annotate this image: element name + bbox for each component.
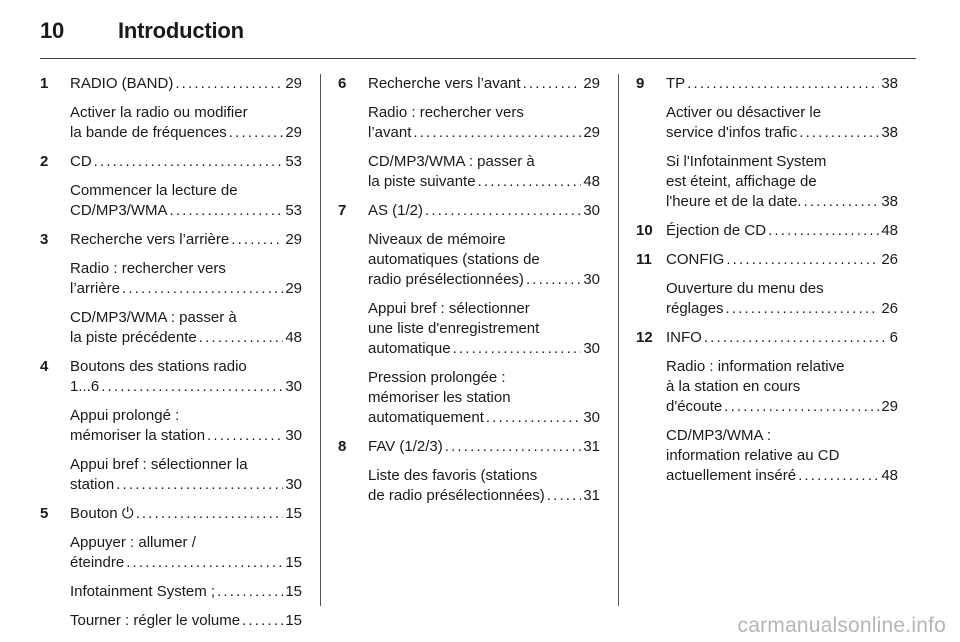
entry-text: de radio présélectionnées)	[368, 487, 545, 504]
page-reference: 38	[881, 193, 898, 210]
dot-leader	[136, 504, 284, 524]
page-reference: 15	[285, 554, 302, 571]
entry-number: 8	[338, 438, 347, 455]
index-entry	[636, 250, 898, 319]
entry-text: CD	[70, 153, 92, 170]
entry-line	[70, 475, 302, 495]
dot-leader	[768, 221, 879, 241]
page-reference: 29	[881, 398, 898, 415]
page-reference: 30	[583, 202, 600, 219]
page-number: 10	[40, 18, 65, 43]
dot-leader	[724, 397, 879, 417]
entry-line	[368, 408, 600, 428]
entry-text: Recherche vers l’avant	[368, 75, 521, 92]
entry-line	[368, 270, 600, 290]
dot-leader	[726, 250, 879, 270]
watermark-text: carmanualsonline.info	[737, 614, 946, 637]
entry-line	[70, 230, 302, 250]
entry-line	[70, 553, 302, 573]
dot-leader	[486, 408, 581, 428]
entry-text: mémoriser la station	[70, 427, 206, 444]
entry-line	[70, 377, 302, 397]
page-reference: 30	[583, 271, 600, 288]
dot-leader	[217, 582, 283, 602]
entry-line	[70, 426, 302, 446]
page-reference: 29	[285, 124, 302, 141]
page-reference: 30	[285, 427, 302, 444]
entry-text: automatique	[368, 340, 451, 357]
page-reference: 48	[285, 329, 302, 346]
page-reference: 29	[285, 280, 302, 297]
entry-text: Activer la radio ou modifier	[70, 104, 248, 121]
index-entry	[40, 230, 302, 348]
page-reference: 30	[583, 340, 600, 357]
entry-text: Appui bref : sélectionner	[368, 300, 530, 317]
dot-leader	[229, 123, 284, 143]
header-divider	[40, 58, 916, 59]
entry-text: Bouton ⏻	[70, 505, 134, 522]
page-reference: 31	[583, 438, 600, 455]
entry-text: Éjection de CD	[666, 222, 767, 239]
entry-text: Activer ou désactiver le	[666, 104, 822, 121]
entry-text: Radio : rechercher vers	[368, 104, 524, 121]
index-entry	[40, 357, 302, 495]
page-reference: 26	[881, 251, 898, 268]
page-reference: 26	[881, 300, 898, 317]
page-reference: 30	[285, 476, 302, 493]
entry-text: CONFIG	[666, 251, 725, 268]
dot-leader	[175, 74, 283, 94]
entry-text: CD/MP3/WMA : passer à	[70, 309, 237, 326]
entry-line	[666, 397, 898, 417]
page-reference: 15	[285, 583, 302, 600]
entry-text: l'heure et de la date.	[666, 193, 802, 210]
entry-line	[368, 172, 600, 192]
index-entry	[338, 437, 600, 506]
entry-text: éteindre	[70, 554, 125, 571]
dot-leader	[526, 270, 581, 290]
page-reference: 15	[285, 612, 302, 629]
dot-leader	[547, 486, 582, 506]
entry-line	[666, 466, 898, 486]
dot-leader	[207, 426, 283, 446]
entry-line	[368, 201, 600, 221]
page-title: Introduction	[118, 18, 244, 43]
entry-text: station	[70, 476, 115, 493]
page-reference: 31	[583, 487, 600, 504]
page-reference: 30	[285, 378, 302, 395]
dot-leader	[116, 475, 283, 495]
entry-text: INFO	[666, 329, 702, 346]
page-reference: 6	[889, 329, 898, 346]
entry-line	[368, 123, 600, 143]
entry-line	[666, 328, 898, 348]
entry-text: la piste suivante	[368, 173, 476, 190]
entry-text: Tourner : régler le volume	[70, 612, 241, 629]
page-reference: 48	[881, 467, 898, 484]
page-reference: 38	[881, 75, 898, 92]
page-reference: 48	[583, 173, 600, 190]
entry-text: CD/MP3/WMA	[70, 202, 168, 219]
page-reference: 38	[881, 124, 898, 141]
index-entry	[40, 152, 302, 221]
entry-line	[70, 328, 302, 348]
entry-number: 1	[40, 75, 49, 92]
entry-text: Appuyer : allumer /	[70, 534, 196, 551]
dot-leader	[122, 279, 283, 299]
entry-text: l’arrière	[70, 280, 121, 297]
dot-leader	[199, 328, 284, 348]
index-entry	[636, 74, 898, 212]
entry-line	[666, 299, 898, 319]
entry-line	[666, 123, 898, 143]
dot-leader	[799, 123, 879, 143]
entry-text: 1...6	[70, 378, 100, 395]
entry-text: la bande de fréquences	[70, 124, 227, 141]
entry-line	[70, 611, 302, 631]
entry-text: RADIO (BAND)	[70, 75, 174, 92]
page-reference: 53	[285, 202, 302, 219]
entry-text: la piste précédente	[70, 329, 197, 346]
dot-leader	[478, 172, 582, 192]
entry-number: 7	[338, 202, 347, 219]
column-3	[636, 74, 898, 486]
column-divider-1	[320, 74, 321, 606]
entry-text: à la station en cours	[666, 378, 801, 395]
entry-line	[666, 74, 898, 94]
entry-line	[70, 74, 302, 94]
dot-leader	[170, 201, 284, 221]
dot-leader	[726, 299, 880, 319]
entry-text: Ouverture du menu des	[666, 280, 824, 297]
entry-text: Boutons des stations radio	[70, 358, 247, 375]
entry-number: 5	[40, 505, 49, 522]
entry-number: 4	[40, 358, 49, 375]
entry-text: Liste des favoris (stations	[368, 467, 538, 484]
index-entry	[636, 221, 898, 241]
index-entry	[40, 74, 302, 143]
page-reference: 29	[285, 231, 302, 248]
index-entry	[338, 201, 600, 428]
entry-text: Appui bref : sélectionner la	[70, 456, 248, 473]
entry-text: automatiques (stations de	[368, 251, 540, 268]
entry-number: 6	[338, 75, 347, 92]
entry-line	[666, 221, 898, 241]
entry-text: Radio : rechercher vers	[70, 260, 226, 277]
entry-number: 9	[636, 75, 645, 92]
dot-leader	[126, 553, 283, 573]
entry-text: Recherche vers l’arrière	[70, 231, 230, 248]
entry-line	[70, 504, 302, 524]
dot-leader	[413, 123, 581, 143]
entry-text: Radio : information relative	[666, 358, 845, 375]
entry-text: Pression prolongée :	[368, 369, 506, 386]
page-reference: 29	[583, 75, 600, 92]
entry-text: est éteint, affichage de	[666, 173, 817, 190]
dot-leader	[445, 437, 582, 457]
entry-text: l’avant	[368, 124, 412, 141]
entry-text: TP	[666, 75, 686, 92]
dot-leader	[425, 201, 581, 221]
entry-number: 10	[636, 222, 653, 239]
entry-line	[70, 123, 302, 143]
dot-leader	[798, 466, 879, 486]
entry-text: d'écoute	[666, 398, 723, 415]
entry-text: automatiquement	[368, 409, 484, 426]
entry-text: FAV (1/2/3)	[368, 438, 443, 455]
entry-text: CD/MP3/WMA :	[666, 427, 772, 444]
dot-leader	[523, 74, 582, 94]
page-reference: 29	[583, 124, 600, 141]
dot-leader	[101, 377, 283, 397]
page-reference: 15	[285, 505, 302, 522]
entry-number: 11	[636, 251, 652, 268]
index-entry	[338, 74, 600, 192]
entry-line	[666, 192, 898, 212]
page-reference: 48	[881, 222, 898, 239]
entry-text: mémoriser les station	[368, 389, 511, 406]
dot-leader	[453, 339, 582, 359]
dot-leader	[803, 192, 879, 212]
entry-number: 2	[40, 153, 49, 170]
entry-text: AS (1/2)	[368, 202, 424, 219]
page-reference: 29	[285, 75, 302, 92]
page-reference: 53	[285, 153, 302, 170]
entry-text: Si l'Infotainment System	[666, 153, 827, 170]
column-2	[338, 74, 600, 506]
entry-number: 3	[40, 231, 49, 248]
entry-line	[70, 152, 302, 172]
entry-line	[368, 339, 600, 359]
entry-text: réglages	[666, 300, 724, 317]
entry-line	[70, 201, 302, 221]
entry-line	[368, 74, 600, 94]
entry-text: CD/MP3/WMA : passer à	[368, 153, 535, 170]
column-divider-2	[618, 74, 619, 606]
entry-text: Infotainment System ;	[70, 583, 216, 600]
dot-leader	[94, 152, 284, 172]
entry-line	[368, 486, 600, 506]
entry-line	[368, 437, 600, 457]
entry-text: actuellement inséré	[666, 467, 797, 484]
entry-text: Commencer la lecture de	[70, 182, 238, 199]
dot-leader	[242, 611, 283, 631]
entry-text: information relative au CD	[666, 447, 840, 464]
dot-leader	[687, 74, 879, 94]
entry-text: une liste d'enregistrement	[368, 320, 540, 337]
entry-text: radio présélectionnées)	[368, 271, 524, 288]
entry-text: service d'infos trafic	[666, 124, 798, 141]
entry-line	[70, 582, 302, 602]
entry-text: Appui prolongé :	[70, 407, 180, 424]
index-entry	[636, 328, 898, 486]
dot-leader	[704, 328, 888, 348]
entry-line	[666, 250, 898, 270]
column-1	[40, 74, 302, 631]
index-entry	[40, 504, 302, 631]
entry-line	[70, 279, 302, 299]
entry-text: Niveaux de mémoire	[368, 231, 506, 248]
dot-leader	[231, 230, 283, 250]
entry-number: 12	[636, 329, 653, 346]
page-reference: 30	[583, 409, 600, 426]
